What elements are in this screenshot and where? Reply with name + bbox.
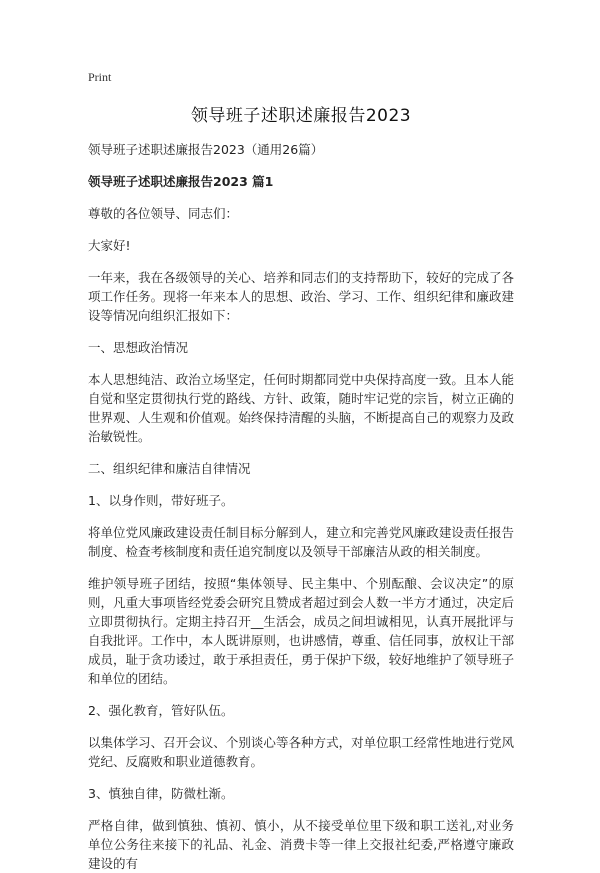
document-subtitle: 领导班子述职述廉报告2023（通用26篇） [88, 142, 324, 157]
intro-paragraph: 一年来，我在各级领导的关心、培养和同志们的支持帮助下，较好的完成了各项工作任务。现将一年来本人的思想、政治、学习、工作、组织纪律和廉政建设等情况向组织汇报如下： [88, 270, 514, 323]
section-heading: 领导班子述职述廉报告2023 篇1 [88, 174, 274, 189]
heading-political: 一、思想政治情况 [88, 340, 189, 355]
document-title: 领导班子述职述廉报告2023 [190, 106, 412, 126]
subheading-education: 2、强化教育，管好队伍。 [88, 703, 234, 718]
self-discipline-paragraph: 严格自律，做到慎独、慎初、慎小，从不接受单位里下级和职工送礼,对业务单位公务往来接下的礼品、礼金、消费卡等一律上交报社纪委,严格遵守廉政建设的有 [88, 818, 514, 871]
greeting: 大家好! [88, 238, 131, 253]
salutation: 尊敬的各位领导、同志们： [88, 206, 239, 221]
print-label: Print [88, 70, 112, 84]
subheading-lead-by-example: 1、以身作则，带好班子。 [88, 493, 234, 508]
heading-discipline: 二、组织纪律和廉洁自律情况 [88, 461, 251, 476]
education-paragraph: 以集体学习、召开会议、个别谈心等各种方式，对单位职工经常性地进行党风党纪、反腐败和职业道德教育。 [88, 735, 514, 769]
subheading-self-discipline: 3、慎独自律，防微杜渐。 [88, 786, 234, 801]
responsibility-paragraph: 将单位党风廉政建设责任制目标分解到人，建立和完善党风廉政建设责任报告制度、检查考核制度和责任追究制度以及领导干部廉洁从政的相关制度。 [88, 525, 514, 559]
unity-paragraph: 维护领导班子团结，按照“集体领导、民主集中、个别酝酿、会议决定”的原则，凡重大事项皆经党委会研究且赞成者超过到会人数一半方才通过，决定后立即贯彻执行。定期主持召开__生活会，成员之间坦诚相见，认真开展批评与自我批评。工作中，本人既讲原则，也讲感情，尊重、信任同事，放权让干部成员，耻于贪功诿过，敢于承担责任，勇于保护下级，较好地维护了领导班子和单位的团结。 [88, 576, 514, 686]
political-paragraph: 本人思想纯洁、政治立场坚定，任何时期都同党中央保持高度一致。且本人能自觉和坚定贯彻执行党的路线、方针、政策，随时牢记党的宗旨，树立正确的世界观、人生观和价值观。始终保持清醒的头脑，不断提高自己的观察力及政治敏锐性。 [88, 372, 514, 444]
